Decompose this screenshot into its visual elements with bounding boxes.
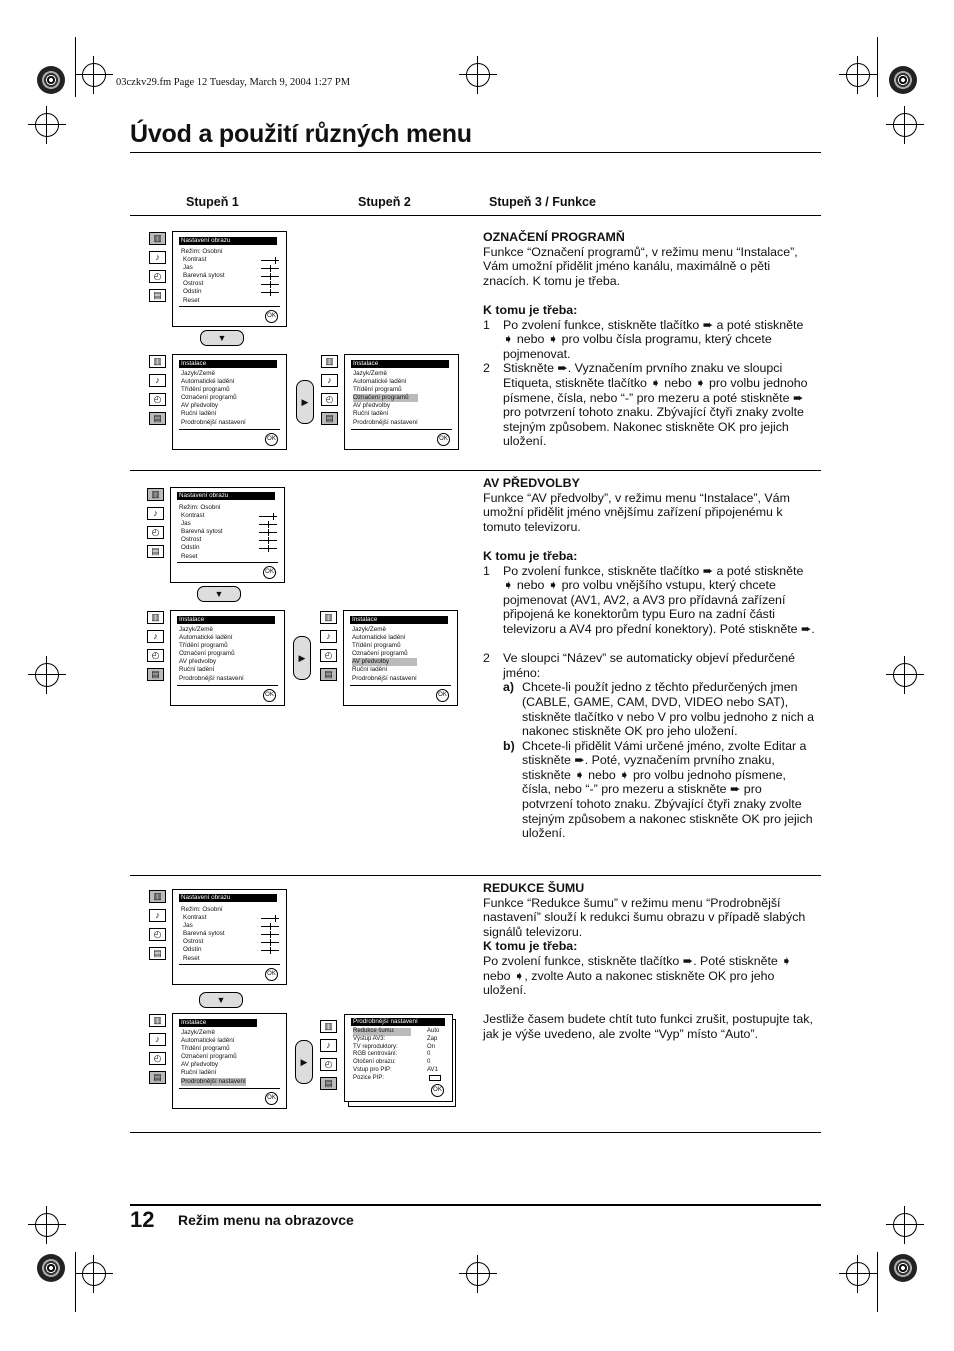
section-need: K tomu je třeba: — [483, 302, 578, 317]
menu-icon-column — [149, 890, 169, 966]
crop-mark — [75, 37, 76, 97]
slider-icon — [261, 950, 279, 951]
section-rule — [130, 1132, 821, 1133]
picture-menu-icon: ▥ — [149, 890, 166, 903]
menu-header: Instalace — [350, 616, 448, 624]
section-body: Po zvolení funkce, stiskněte tlačítko ➨. Poté stiskněte ➧ nebo ➧, zvolte Auto a nakonec stiskněte OK pro jeho uložení. — [483, 953, 792, 998]
install-menu-list: Jazyk/Země Automatické ladění Třídění programů Označení programů AV předvolby Ruční ladění Prodrobnější nastavení — [181, 1029, 246, 1085]
picture-menu-icon: ▥ — [147, 611, 164, 624]
step-item: 1 Po zvolení funkce, stiskněte tlačítko ➨ a poté stiskněte ➧ nebo ➧ pro volbu vnějšího vstupu, který chcete pojmenovat (AV1, AV2, a AV3 pro přídavná zařízení připojená ke konektorům typu Euro na zadní části televizoru a AV4 pro přední konektory). Poté stiskněte ➨. — [483, 563, 815, 636]
section-intro: Funkce “Označení programů“, v režimu menu “Instalace”, Vám umožní přidělit jméno kanálu, maximálně o pěti znacích. K tomu je třeba. — [483, 244, 798, 288]
slider-icon — [259, 548, 277, 549]
arrow-down-icon: ▼ — [197, 586, 241, 602]
section-heading: AV PŘEDVOLBY — [483, 476, 580, 490]
install-menu-list: Jazyk/Země Automatické ladění Třídění programů Označení programů AV předvolby Ruční ladění Prodrobnější nastavení — [179, 626, 244, 682]
timer-menu-icon: ◴ — [149, 928, 166, 941]
slider-icon — [259, 540, 277, 541]
install-menu-box-selected — [343, 610, 458, 706]
picture-menu-icon: ▥ — [149, 355, 166, 368]
picture-menu-list: Režim: Osobní Kontrast Jas Barevná sytost Ostrost Odstín Reset — [179, 504, 223, 560]
ok-button-icon: OK — [436, 689, 449, 702]
timer-menu-icon: ◴ — [320, 649, 337, 662]
registration-mark-icon — [466, 1262, 490, 1286]
footer-rule — [130, 1204, 821, 1206]
color-bar-mark-icon — [889, 1254, 917, 1282]
slider-icon — [261, 276, 279, 277]
slider-icon — [261, 926, 279, 927]
title-rule — [130, 152, 821, 153]
menu-icon-column — [320, 1020, 340, 1096]
ok-button-icon: OK — [263, 689, 276, 702]
install-menu-list: Jazyk/Země Automatické ladění Třídění programů Označení programů AV předvolby Ruční ladění Prodrobnější nastavení — [352, 626, 417, 682]
advanced-menu-box — [344, 1014, 453, 1102]
registration-mark-icon — [893, 663, 917, 687]
picture-menu-list: Režim: Osobní Kontrast Jas Barevná sytost Ostrost Odstín Reset — [181, 248, 225, 304]
page-number: 12 — [130, 1207, 155, 1232]
picture-menu-icon: ▥ — [149, 232, 166, 245]
step-item: 1 Po zvolení funkce, stiskněte tlačítko ➨ a poté stiskněte ➧ nebo ➧ pro volbu čísla programu, který chcete pojmenovat. — [483, 317, 804, 361]
setup-menu-icon: ▤ — [149, 1071, 166, 1084]
file-info: 03czkv29.fm Page 12 Tuesday, March 9, 2004 1:27 PM — [116, 77, 351, 88]
page-title: Úvod a použití různých menu — [130, 120, 472, 148]
column-heading-step3: Stupeň 3 / Funkce — [489, 195, 596, 209]
setup-menu-icon: ▤ — [149, 947, 166, 960]
sound-menu-icon: ♪ — [320, 630, 337, 643]
slider-icon — [261, 284, 279, 285]
section-intro: Funkce “AV předvolby”, v režimu menu “Instalace”, Vám umožní přidělit jméno vnějšímu zařízení připojenému k tomuto televizoru. — [483, 490, 790, 534]
slider-icon — [261, 934, 279, 935]
ok-button-icon: OK — [265, 968, 278, 981]
section-rule — [130, 215, 821, 216]
menu-icon-column — [149, 1014, 169, 1090]
section-note: Jestliže časem budete chtít tuto funkci zrušit, postupujte tak, jak je výše uvedeno, ale zvolte “Vyp” místo “Auto”. — [483, 1012, 813, 1041]
sound-menu-icon: ♪ — [320, 1039, 337, 1052]
sound-menu-icon: ♪ — [149, 909, 166, 922]
ok-button-icon: OK — [431, 1084, 444, 1097]
ok-button-icon: OK — [265, 310, 278, 323]
crop-mark — [75, 1252, 76, 1312]
menu-header: Instalace — [351, 360, 449, 368]
timer-menu-icon: ◴ — [147, 526, 164, 539]
menu-icon-column — [321, 355, 341, 431]
color-bar-mark-icon — [889, 66, 917, 94]
picture-menu-icon: ▥ — [321, 355, 338, 368]
section-heading: REDUKCE ŠUMU — [483, 881, 585, 895]
install-menu-box — [170, 610, 285, 706]
arrow-down-icon: ▼ — [199, 992, 243, 1008]
section-need: K tomu je třeba: — [483, 939, 578, 954]
sound-menu-icon: ♪ — [147, 507, 164, 520]
sound-menu-icon: ♪ — [321, 374, 338, 387]
timer-menu-icon: ◴ — [149, 1052, 166, 1065]
timer-menu-icon: ◴ — [321, 393, 338, 406]
menu-header: Instalace — [179, 360, 277, 368]
setup-menu-icon: ▤ — [149, 289, 166, 302]
install-menu-list: Jazyk/Země Automatické ladění Třídění programů Označení programů AV předvolby Ruční ladění Prodrobnější nastavení — [181, 370, 246, 426]
setup-menu-icon: ▤ — [320, 1077, 337, 1090]
section-rule — [130, 875, 821, 876]
install-menu-list: Jazyk/Země Automatické ladění Třídění programů Označení programů AV předvolby Ruční ladění Prodrobnější nastavení — [353, 370, 418, 426]
registration-mark-icon — [846, 63, 870, 87]
slider-icon — [261, 918, 279, 919]
arrow-right-icon: ▶ — [296, 380, 314, 424]
menu-header: Nastavení obrazu — [177, 492, 275, 500]
picture-menu-box — [170, 487, 285, 583]
picture-menu-box — [172, 889, 287, 985]
slider-icon — [259, 532, 277, 533]
install-menu-box-selected — [172, 1013, 287, 1109]
menu-header: Instalace — [179, 1019, 257, 1027]
section-intro: Funkce “Redukce šumu” v režimu menu “Prodrobnější nastavení” slouží k redukci šumu obrazu v případě slabých signálů televizoru. — [483, 895, 806, 939]
sub-step-item: a) Chcete-li použít jedno z těchto předurčených jmen (CABLE, GAME, CAM, DVD, VIDEO nebo SAT), stiskněte tlačítko v nebo V pro volbu jednoho z nich a nakonec stiskněte OK pro jeho uložení. — [503, 680, 815, 739]
registration-mark-icon — [82, 63, 106, 87]
column-heading-step2: Stupeň 2 — [358, 195, 411, 209]
arrow-down-icon: ▼ — [200, 330, 244, 346]
slider-icon — [259, 516, 277, 517]
picture-menu-list: Režim: Osobní Kontrast Jas Barevná sytost Ostrost Odstín Reset — [181, 906, 225, 962]
slider-icon — [261, 268, 279, 269]
menu-icon-column — [320, 611, 340, 687]
section-program-naming — [483, 230, 815, 449]
column-heading-step1: Stupeň 1 — [186, 195, 239, 209]
advanced-menu-values: Auto Zap On 0 0 AV1 — [427, 1028, 441, 1081]
arrow-right-icon: ▶ — [295, 1040, 313, 1084]
slider-icon — [261, 942, 279, 943]
picture-menu-box — [172, 231, 287, 327]
sound-menu-icon: ♪ — [149, 251, 166, 264]
setup-menu-icon: ▤ — [147, 668, 164, 681]
picture-menu-icon: ▥ — [320, 1020, 337, 1033]
sound-menu-icon: ♪ — [149, 1033, 166, 1046]
menu-icon-column — [147, 611, 167, 687]
registration-mark-icon — [893, 1213, 917, 1237]
setup-menu-icon: ▤ — [147, 545, 164, 558]
crop-mark — [877, 1252, 878, 1312]
picture-menu-icon: ▥ — [320, 611, 337, 624]
section-noise-reduction — [483, 881, 815, 1042]
menu-header: Instalace — [177, 616, 275, 624]
registration-mark-icon — [35, 1213, 59, 1237]
menu-header: Prodrobnější nastavení — [351, 1018, 445, 1026]
picture-menu-icon: ▥ — [149, 1014, 166, 1027]
sound-menu-icon: ♪ — [149, 374, 166, 387]
install-menu-box — [172, 354, 287, 450]
section-rule — [130, 470, 821, 471]
ok-button-icon: OK — [263, 566, 276, 579]
step-item: 2 Stiskněte ➨. Vyznačením prvního znaku ve sloupci Etiqueta, stiskněte tlačítko ➧ nebo ➧ pro volbu jednoho písmene, čísla, nebo “-” pro mezeru a poté stiskněte ➨ pro potvrzení tohoto znaku. Zbývající čtyři znaky zvolte stejným způsobem. Nakonec stiskněte OK pro jejich uložení. — [483, 361, 808, 449]
setup-menu-icon: ▤ — [320, 668, 337, 681]
menu-header: Nastavení obrazu — [179, 894, 277, 902]
timer-menu-icon: ◴ — [149, 393, 166, 406]
timer-menu-icon: ◴ — [147, 649, 164, 662]
advanced-menu-list: Redukce šumu: Výstup AV3: TV reproduktory: RGB centrování: Otočení obrazu: Vstup pro PIP: Pozice PIP: — [353, 1028, 411, 1083]
registration-mark-icon — [82, 1262, 106, 1286]
slider-icon — [259, 524, 277, 525]
arrow-right-icon: ▶ — [293, 636, 311, 680]
color-bar-mark-icon — [37, 66, 65, 94]
install-menu-box-selected — [344, 354, 459, 450]
section-need: K tomu je třeba: — [483, 548, 578, 563]
menu-icon-column — [149, 232, 169, 308]
picture-menu-icon: ▥ — [147, 488, 164, 501]
timer-menu-icon: ◴ — [149, 270, 166, 283]
slider-icon — [261, 292, 279, 293]
ok-button-icon: OK — [437, 433, 450, 446]
registration-mark-icon — [35, 113, 59, 137]
crop-mark — [877, 37, 878, 97]
pip-position-icon — [429, 1075, 441, 1081]
section-av-presets — [483, 476, 815, 841]
ok-button-icon: OK — [265, 433, 278, 446]
section-heading: OZNAČENÍ PROGRAMŇ — [483, 230, 625, 244]
registration-mark-icon — [893, 113, 917, 137]
registration-mark-icon — [466, 63, 490, 87]
registration-mark-icon — [846, 1262, 870, 1286]
color-bar-mark-icon — [37, 1254, 65, 1282]
footer-label: Režim menu na obrazovce — [178, 1212, 354, 1228]
sub-step-item: b) Chcete-li přidělit Vámi určené jméno, zvolte Editar a stiskněte ➨. Poté, vyznačením prvního znaku, stiskněte ➧ nebo ➧ pro volbu jednoho písmene, čísla, nebo “-” pro mezeru a stiskněte ➨ pro potvrzení tohoto znaku. Zbývající čtyři znaky zvolte stejným způsobem a nakonec stiskněte OK pro jejich uložení. — [503, 738, 813, 841]
registration-mark-icon — [35, 663, 59, 687]
slider-icon — [261, 260, 279, 261]
menu-icon-column — [149, 355, 169, 431]
menu-icon-column — [147, 488, 167, 564]
timer-menu-icon: ◴ — [320, 1058, 337, 1071]
ok-button-icon: OK — [265, 1092, 278, 1105]
step-item: 2 Ve sloupci “Název” se automaticky objeví předurčené jméno: — [483, 651, 796, 680]
sound-menu-icon: ♪ — [147, 630, 164, 643]
menu-header: Nastavení obrazu — [179, 237, 277, 245]
setup-menu-icon: ▤ — [149, 412, 166, 425]
setup-menu-icon: ▤ — [321, 412, 338, 425]
